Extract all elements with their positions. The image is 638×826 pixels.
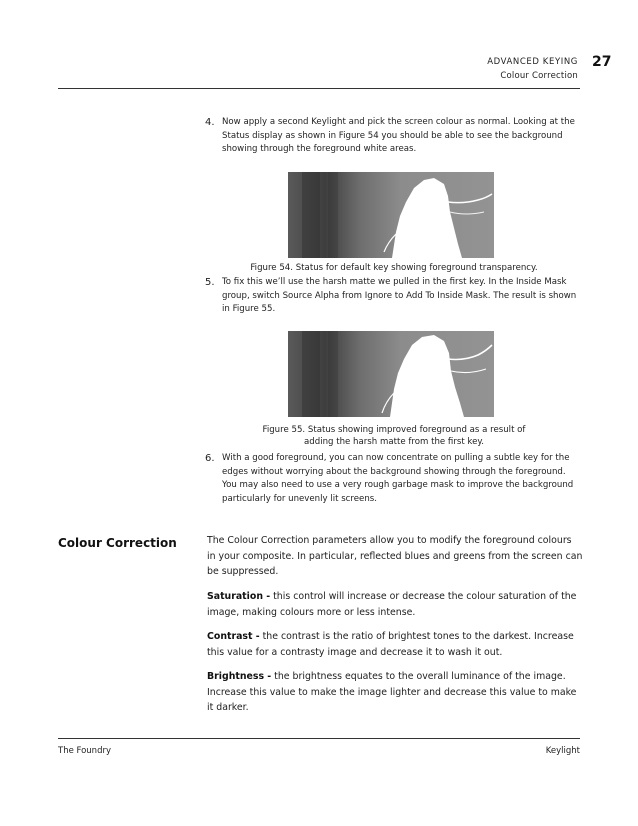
step-text: Now apply a second Keylight and pick the screen colour as normal. Looking at the Status display as shown in Figure 54 you should be able to see the background showing through the foreground white areas.: [222, 117, 575, 155]
figure-55-caption-line2: adding the harsh matte from the first key.: [304, 437, 484, 447]
param-term: Contrast -: [207, 631, 260, 642]
param-term: Saturation -: [207, 591, 271, 602]
param-saturation: [207, 589, 583, 620]
section-heading-colour-correction: Colour Correction: [58, 536, 177, 550]
step-text: To fix this we’ll use the harsh matte we pulled in the first key. In the Inside Mask group, switch Source Alpha from Ignore to Add To Inside Mask. The result is shown in Figure 55.: [222, 277, 577, 315]
figure-55-image: [288, 331, 494, 417]
step-4: [205, 116, 583, 157]
param-desc: this control will increase or decrease the colour saturation of the image, making colours more or less intense.: [207, 591, 577, 618]
param-brightness: [207, 669, 583, 716]
figure-54-image: [288, 172, 494, 258]
step-number: 5.: [205, 277, 215, 288]
param-desc: the brightness equates to the overall luminance of the image. Increase this value to make the image lighter and decrease this value to make it darker.: [207, 671, 577, 714]
figure-54-caption: Figure 54. Status for default key showing foreground transparency.: [250, 263, 538, 273]
running-header-subsection: Colour Correction: [500, 71, 578, 81]
figure-55-caption-line1: Figure 55. Status showing improved foreground as a result of: [262, 425, 526, 435]
step-5: [205, 276, 583, 317]
footer-right: Keylight: [545, 746, 580, 756]
param-contrast: [207, 629, 583, 660]
colour-correction-intro: The Colour Correction parameters allow you to modify the foreground colours in your composite. In particular, reflected blues and greens from the screen can be suppressed.: [207, 535, 583, 578]
footer-left: The Foundry: [58, 746, 111, 756]
param-desc: the contrast is the ratio of brightest tones to the darkest. Increase this value for a contrasty image and decrease it to wash it out.: [207, 631, 574, 658]
page-number: 27: [592, 54, 612, 70]
status-matte-graphic-improved: [288, 331, 494, 417]
status-matte-graphic: [288, 172, 494, 258]
header-rule: [58, 88, 580, 89]
running-header-section: ADVANCED KEYING: [487, 57, 578, 67]
step-text: With a good foreground, you can now concentrate on pulling a subtle key for the edges without worrying about the background showing through the foreground. You may also need to use a very rough garbage mask to improve the background particularly for unevenly lit screens.: [222, 453, 574, 504]
param-term: Brightness -: [207, 671, 272, 682]
footer-rule: [58, 738, 580, 739]
step-number: 4.: [205, 117, 215, 128]
step-6: [205, 452, 583, 506]
step-number: 6.: [205, 453, 215, 464]
